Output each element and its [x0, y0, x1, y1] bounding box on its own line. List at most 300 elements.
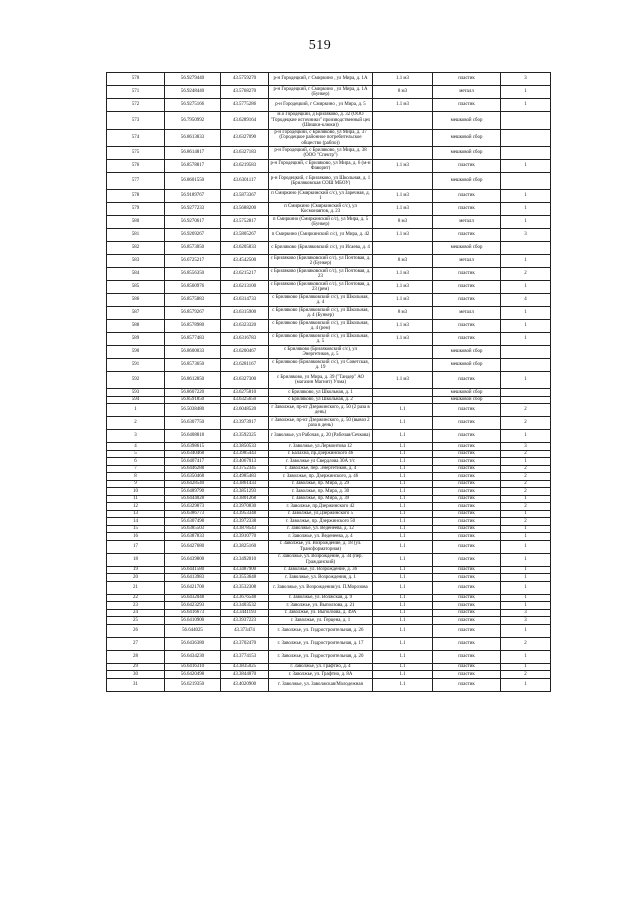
waste-sites-table [106, 72, 551, 692]
table-row [107, 99, 551, 112]
latitude-cell: 56.6385503 [165, 525, 221, 533]
longitude-cell: 43.3973917 [221, 417, 269, 430]
container-type-cell: металл [433, 307, 501, 320]
container-type-cell: пластик [433, 609, 501, 617]
longitude-cell: 43.6275810 [221, 389, 269, 397]
table-row [107, 333, 551, 346]
table-row [107, 229, 551, 242]
latitude-cell: 56.8578980 [165, 320, 221, 333]
address-cell: г. Заволжье, ул. Герцена, д. 1 [269, 617, 373, 625]
table-row [107, 602, 551, 610]
container-type-cell: пластик [433, 671, 501, 679]
longitude-cell: 43.3752345 [221, 465, 269, 473]
table-row [107, 495, 551, 503]
row-number-cell: 583 [107, 255, 165, 268]
table-row [107, 678, 551, 691]
address-cell: г Заволжье, пр-кт Дзержинского, д. 50 (2 раза в день) [269, 404, 373, 417]
table-row [107, 307, 551, 320]
longitude-cell: 43.6213100 [221, 281, 269, 294]
row-number-cell: 573 [107, 112, 165, 130]
row-number-cell: 8 [107, 473, 165, 481]
container-count-cell: 1 [501, 663, 551, 671]
container-type-cell: пластик [433, 458, 501, 466]
container-count-cell: 1 [501, 333, 551, 346]
address-cell: г. Заволжье, ул. Гидростроительная, д. 20 [269, 650, 373, 663]
table-row [107, 566, 551, 574]
container-volume-cell: 1.1 м3 [373, 160, 433, 173]
row-number-cell: 574 [107, 129, 165, 147]
container-count-cell: 1 [501, 86, 551, 99]
container-type-cell: пластик [433, 268, 501, 281]
latitude-cell: 56.6387833 [165, 533, 221, 541]
container-count-cell: 1 [501, 372, 551, 389]
container-count-cell: 2 [501, 404, 551, 417]
row-number-cell: 585 [107, 281, 165, 294]
container-type-cell: пластик [433, 525, 501, 533]
container-volume-cell: 1.1 м3 [373, 268, 433, 281]
row-number-cell: 31 [107, 678, 165, 691]
latitude-cell: 56.6329873 [165, 503, 221, 511]
table-row [107, 443, 551, 451]
latitude-cell: 56.9189767 [165, 190, 221, 203]
container-volume-cell [373, 359, 433, 372]
row-number-cell: 594 [107, 396, 165, 404]
row-number-cell: 24 [107, 609, 165, 617]
longitude-cell: 43.4020900 [221, 678, 269, 691]
longitude-cell: 43.3985443 [221, 450, 269, 458]
container-count-cell: 1 [501, 553, 551, 566]
container-count-cell: 3 [501, 617, 551, 625]
container-count-cell: 1 [501, 99, 551, 112]
row-number-cell: 9 [107, 480, 165, 488]
row-number-cell: 16 [107, 533, 165, 541]
address-cell: г. Заволжье, ул. Графтио, д. 4 [269, 663, 373, 671]
container-count-cell: 1 [501, 510, 551, 518]
container-volume-cell: 1.1 [373, 637, 433, 650]
container-count-cell: 1 [501, 525, 551, 533]
address-cell: г. Заволжье, ул. Возрождения, д. 1 [269, 574, 373, 582]
longitude-cell: 43.3970830 [221, 503, 269, 511]
latitude-cell: 56.5038480 [165, 404, 221, 417]
longitude-cell: 43.6315900 [221, 307, 269, 320]
latitude-cell: 56.7950992 [165, 112, 221, 130]
latitude-cell: 56.6423293 [165, 602, 221, 610]
container-volume-cell: 1.1 м3 [373, 190, 433, 203]
container-count-cell: 1 [501, 574, 551, 582]
longitude-cell: 43.5752817 [221, 216, 269, 229]
table-row [107, 320, 551, 333]
container-count-cell: 1 [501, 533, 551, 541]
table-row [107, 450, 551, 458]
container-count-cell [501, 112, 551, 130]
table-row [107, 650, 551, 663]
longitude-cell: 43.3953348 [221, 510, 269, 518]
longitude-cell: 43.5759270 [221, 73, 269, 86]
row-number-cell: 591 [107, 359, 165, 372]
container-volume-cell: 1.1 м3 [373, 73, 433, 86]
table-row [107, 503, 551, 511]
table-row [107, 359, 551, 372]
longitude-cell: 43.6301117 [221, 173, 269, 190]
longitude-cell: 43.3403532 [221, 602, 269, 610]
container-volume-cell: 1.1 [373, 458, 433, 466]
container-count-cell: 4 [501, 294, 551, 307]
container-type-cell: мешковой сбор [433, 389, 501, 397]
container-count-cell: 1 [501, 216, 551, 229]
latitude-cell: 56.8601550 [165, 173, 221, 190]
container-volume-cell: 8 м3 [373, 307, 433, 320]
container-count-cell: 1 [501, 160, 551, 173]
longitude-cell: 43.3553648 [221, 574, 269, 582]
container-volume-cell: 1.1 м3 [373, 99, 433, 112]
row-number-cell: 5 [107, 450, 165, 458]
longitude-cell: 43.6215217 [221, 268, 269, 281]
table-row [107, 73, 551, 86]
container-count-cell: 1 [501, 203, 551, 216]
row-number-cell: 6 [107, 458, 165, 466]
longitude-cell: 43.3850533 [221, 443, 269, 451]
container-type-cell: мешковой сбор [433, 147, 501, 160]
container-type-cell: пластик [433, 574, 501, 582]
longitude-cell: 43.5768270 [221, 86, 269, 99]
container-count-cell: 1 [501, 594, 551, 602]
row-number-cell: 576 [107, 160, 165, 173]
longitude-cell: 43.3676548 [221, 594, 269, 602]
container-type-cell: пластик [433, 229, 501, 242]
container-count-cell: 1 [501, 255, 551, 268]
table-row [107, 609, 551, 617]
container-volume-cell: 1.1 [373, 488, 433, 496]
container-volume-cell: 1.1 [373, 553, 433, 566]
row-number-cell: 23 [107, 602, 165, 610]
row-number-cell: 10 [107, 488, 165, 496]
row-number-cell: 1 [107, 404, 165, 417]
table-row [107, 533, 551, 541]
container-volume-cell [373, 346, 433, 359]
container-type-cell: пластик [433, 160, 501, 173]
row-number-cell: 570 [107, 73, 165, 86]
container-volume-cell: 1.1 [373, 671, 433, 679]
container-count-cell: 2 [501, 637, 551, 650]
row-number-cell: 18 [107, 553, 165, 566]
row-number-cell: 19 [107, 566, 165, 574]
row-number-cell: 25 [107, 617, 165, 625]
latitude-cell: 56.8591850 [165, 396, 221, 404]
container-volume-cell: 1.1 [373, 450, 433, 458]
longitude-cell: 43.3878543 [221, 525, 269, 533]
container-count-cell: 1 [501, 281, 551, 294]
longitude-cell: 43.3774153 [221, 650, 269, 663]
container-type-cell: мешковой сбор [433, 359, 501, 372]
row-number-cell: 4 [107, 443, 165, 451]
row-number-cell: 572 [107, 99, 165, 112]
latitude-cell: 56.6407417 [165, 458, 221, 466]
container-type-cell: пластик [433, 540, 501, 553]
container-count-cell: 2 [501, 268, 551, 281]
container-volume-cell: 1.1 [373, 566, 433, 574]
row-number-cell: 15 [107, 525, 165, 533]
address-cell: г. Заволжье, ул. Гидростроительная, д. 17 [269, 637, 373, 650]
longitude-cell: 43.3702470 [221, 637, 269, 650]
container-count-cell: 2 [501, 480, 551, 488]
address-cell: г. Заволжье, пр. Мира, д. 39 [269, 495, 373, 503]
container-count-cell [501, 147, 551, 160]
latitude-cell: 56.8607220 [165, 389, 221, 397]
address-cell: р-н Городецкий, г Смиркино , ул Мира, д. 1А [269, 73, 373, 86]
container-type-cell: пластик [433, 533, 501, 541]
latitude-cell: 56.8578817 [165, 160, 221, 173]
longitude-cell: 43.3532308 [221, 581, 269, 594]
latitude-cell: 56.6410900 [165, 617, 221, 625]
container-type-cell: мешковой сбор [433, 129, 501, 147]
container-type-cell: пластик [433, 99, 501, 112]
row-number-cell: 589 [107, 333, 165, 346]
latitude-cell: 56.8600033 [165, 346, 221, 359]
address-cell: г. Заволжье, ул. Возрождение, д. 34 (пер. Гражданский) [269, 553, 373, 566]
address-cell: с Бриляково (Бриляковский с/с), ул Школьная, д. 4 (Бункер) [269, 307, 373, 320]
row-number-cell: 20 [107, 574, 165, 582]
longitude-cell: 43.3492010 [221, 553, 269, 566]
container-count-cell: 1 [501, 581, 551, 594]
row-number-cell: 13 [107, 510, 165, 518]
row-number-cell: 582 [107, 242, 165, 255]
container-type-cell: пластик [433, 190, 501, 203]
container-type-cell: пластик [433, 73, 501, 86]
address-cell: г. Заволжье, ул. Возрождение, д. 36 [269, 566, 373, 574]
row-number-cell: 593 [107, 389, 165, 397]
container-count-cell [501, 389, 551, 397]
container-type-cell: металл [433, 216, 501, 229]
container-type-cell: пластик [433, 581, 501, 594]
address-cell: с Бриляково (Бриляковский с/с), ул Почтовая, д. 23 [269, 268, 373, 281]
address-cell: г. Балахна, пр.Дзержинского 46 [269, 450, 373, 458]
container-volume-cell: 1.1 [373, 609, 433, 617]
address-cell: с Бриляково (Бриляковский с/с), ул Школьная, д. 4 (рем) [269, 320, 373, 333]
container-volume-cell: 1.1 [373, 473, 433, 481]
address-cell: с Бриляково, ул Мира, д. 39 ("Тандер" АО (магазин Магнит) Учма) [269, 372, 373, 389]
latitude-cell: 56.6432048 [165, 594, 221, 602]
table-row [107, 396, 551, 404]
container-count-cell: 2 [501, 417, 551, 430]
container-type-cell: пластик [433, 617, 501, 625]
row-number-cell: 584 [107, 268, 165, 281]
container-volume-cell [373, 389, 433, 397]
address-cell: с Бриляково (Бриляковский с/с), ул Энергетиков, д. 5 [269, 346, 373, 359]
container-count-cell: 2 [501, 503, 551, 511]
container-type-cell: пластик [433, 320, 501, 333]
table-row [107, 255, 551, 268]
address-cell: р-н Городецкий, с Бриляково, ул Мира, д. 6 (м-н Фаворит) [270, 160, 371, 171]
latitude-cell: 56.6428540 [165, 480, 221, 488]
container-volume-cell: 1.1 [373, 465, 433, 473]
latitude-cell: 56.9279440 [165, 73, 221, 86]
table-row [107, 112, 551, 130]
table-row [107, 173, 551, 190]
latitude-cell: 56.6307750 [165, 417, 221, 430]
table-row [107, 216, 551, 229]
container-volume-cell: 1.1 [373, 503, 433, 511]
longitude-cell: 43.373474 [221, 624, 269, 637]
address-cell: р-н Городецкий, с Бриляково, ул Мира, д. 37 (Городецкое районное потребительское общество (рабпо)) [269, 129, 373, 147]
latitude-cell: 56.9269267 [165, 229, 221, 242]
longitude-cell: 43.6048520 [221, 404, 269, 417]
latitude-cell: 56.6421700 [165, 581, 221, 594]
longitude-cell: 43.3592325 [221, 430, 269, 443]
container-count-cell: 1 [501, 307, 551, 320]
container-count-cell: 1 [501, 458, 551, 466]
address-cell: м.о Городецкий, д Бриляково, д. 32 (ООО "Городецкие источники" производственный цех (Шишки-клюки)) [269, 112, 373, 130]
container-type-cell: пластик [433, 650, 501, 663]
container-volume-cell: 1.1 [373, 540, 433, 553]
container-type-cell: пластик [433, 430, 501, 443]
address-cell: г Заволжье, ул Рабочая, д. 20 (Рабочая/Сечкова) [269, 430, 373, 443]
address-cell: г. Заволжье, пер. Энергетиков, д. 4 [269, 465, 373, 473]
latitude-cell: 56.8573650 [165, 359, 221, 372]
container-type-cell: пластик [433, 488, 501, 496]
table-row [107, 574, 551, 582]
table-row [107, 540, 551, 553]
longitude-cell: 43.3441193 [221, 609, 269, 617]
row-number-cell: 586 [107, 294, 165, 307]
container-volume-cell: 1.1 [373, 533, 433, 541]
address-cell: г. Заволжье, ул. Веденеева, д. 12 [269, 525, 373, 533]
container-type-cell: металл [433, 255, 501, 268]
address-cell: с Бриляково, ул Школьная, д. 1 [269, 389, 373, 397]
container-volume-cell: 1.1 м3 [373, 203, 433, 216]
table-row [107, 637, 551, 650]
page-number: 519 [308, 38, 332, 53]
longitude-cell: 43.6200467 [221, 346, 269, 359]
container-volume-cell: 1.1 [373, 624, 433, 637]
container-volume-cell: 1.1 [373, 417, 433, 430]
container-volume-cell [373, 396, 433, 404]
latitude-cell: 56.8579267 [165, 307, 221, 320]
table-row [107, 129, 551, 147]
latitude-cell: 56.6427680 [165, 540, 221, 553]
container-type-cell: мешковой сбор [433, 242, 501, 255]
table-row [107, 294, 551, 307]
container-count-cell: 2 [501, 488, 551, 496]
container-type-cell: пластик [433, 450, 501, 458]
table-row [107, 617, 551, 625]
container-count-cell [501, 129, 551, 147]
longitude-cell: 43.6289164 [221, 112, 269, 130]
latitude-cell: 56.6416673 [165, 609, 221, 617]
table-row [107, 430, 551, 443]
container-count-cell [501, 396, 551, 404]
latitude-cell: 56.6398615 [165, 443, 221, 451]
container-type-cell: пластик [433, 417, 501, 430]
row-number-cell: 3 [107, 430, 165, 443]
latitude-cell: 56.9275166 [165, 99, 221, 112]
container-volume-cell [373, 147, 433, 160]
address-cell: р-н Городецкий, с Бриляково, ул Школьная, д. 1 (Бриляковская СОШ МБОУ) [269, 173, 373, 190]
address-cell: г. Заволжье, пр. Мира, д. 30 [269, 488, 373, 496]
container-count-cell [501, 242, 551, 255]
longitude-cell: 43.5805267 [221, 229, 269, 242]
container-type-cell: мешковой сбор [433, 346, 501, 359]
address-cell: г. Заволжье, ул.Дзержинского 5 [269, 510, 373, 518]
longitude-cell: 43.5873367 [221, 190, 269, 203]
table-row [107, 242, 551, 255]
container-volume-cell: 1.1 [373, 650, 433, 663]
container-type-cell: пластик [433, 663, 501, 671]
container-count-cell: 1 [501, 540, 551, 553]
container-count-cell: 2 [501, 450, 551, 458]
address-cell: г. Заволжье, ул. Волжская, д. 9 [269, 594, 373, 602]
longitude-cell: 43.6325650 [221, 396, 269, 404]
table-row [107, 518, 551, 526]
table-row [107, 147, 551, 160]
longitude-cell: 43.3835025 [221, 663, 269, 671]
container-count-cell: 2 [501, 465, 551, 473]
container-count-cell [501, 346, 551, 359]
address-cell: г. Заволжье, ул. Веденеева, д. 4 [269, 533, 373, 541]
container-volume-cell: 1.1 м3 [373, 320, 433, 333]
latitude-cell: 56.6441580 [165, 566, 221, 574]
row-number-cell: 577 [107, 173, 165, 190]
container-type-cell: пластик [433, 637, 501, 650]
row-number-cell: 588 [107, 320, 165, 333]
container-volume-cell: 1.1 [373, 495, 433, 503]
container-type-cell: пластик [433, 495, 501, 503]
container-type-cell: мешковой сбор [433, 173, 501, 190]
latitude-cell: 56.6408818 [165, 430, 221, 443]
longitude-cell: 43.6281167 [221, 359, 269, 372]
container-volume-cell: 1.1 м3 [373, 372, 433, 389]
container-volume-cell: 1.1 [373, 510, 433, 518]
container-type-cell: пластик [433, 473, 501, 481]
container-volume-cell: 1.1 м3 [373, 333, 433, 346]
table-row [107, 372, 551, 389]
row-number-cell: 571 [107, 86, 165, 99]
container-volume-cell: 1.1 м3 [373, 294, 433, 307]
table-row [107, 86, 551, 99]
longitude-cell: 43.3910770 [221, 533, 269, 541]
table-row [107, 624, 551, 637]
latitude-cell: 56.6434230 [165, 650, 221, 663]
address-cell: г. Заволжье, ул. Графтио, д. 8А [269, 671, 373, 679]
container-count-cell: 1 [501, 190, 551, 203]
address-cell: г. Заволжье ул Свердлова 30А т/с [269, 458, 373, 466]
container-volume-cell [373, 242, 433, 255]
address-cell: с Бриляково (Бриляковский с/с), ул Советская, д. 19 [269, 359, 373, 372]
address-cell: г Заволжье, пр-кт Дзержинского, д. 50 (вывоз 2 раза в день) [269, 417, 373, 430]
container-count-cell: 2 [501, 518, 551, 526]
address-cell: с Бриляково (Бриляковский с/с), ул Исаева, д. 4 [269, 242, 373, 255]
container-type-cell: пластик [433, 404, 501, 417]
longitude-cell: 43.6323320 [221, 320, 269, 333]
container-volume-cell: 1.1 [373, 430, 433, 443]
latitude-cell: 56.9248440 [165, 86, 221, 99]
longitude-cell: 43.6219583 [221, 160, 269, 173]
row-number-cell: 14 [107, 518, 165, 526]
table-row [107, 389, 551, 397]
longitude-cell: 43.3487900 [221, 566, 269, 574]
container-volume-cell: 1.1 [373, 404, 433, 417]
row-number-cell: 26 [107, 624, 165, 637]
address-cell: р-н Городецкий, г Смиркино , ул Мира, д. 5 [269, 99, 373, 112]
address-cell: г. Заволжье, ул.Лермонтова 12 [269, 443, 373, 451]
latitude-cell: 56.8573050 [165, 242, 221, 255]
address-cell: п Смиркино (Смиркинский с/с), ул Космонавтов, д. 23 [269, 203, 373, 216]
container-volume-cell: 1.1 [373, 594, 433, 602]
latitude-cell: 56.644025 [165, 624, 221, 637]
container-volume-cell: 1.1 [373, 663, 433, 671]
address-cell: п Смиркино (Смиркинский с/с), ул Мира, д. 42 [269, 229, 373, 242]
latitude-cell: 56.6420498 [165, 671, 221, 679]
container-count-cell: 3 [501, 73, 551, 86]
